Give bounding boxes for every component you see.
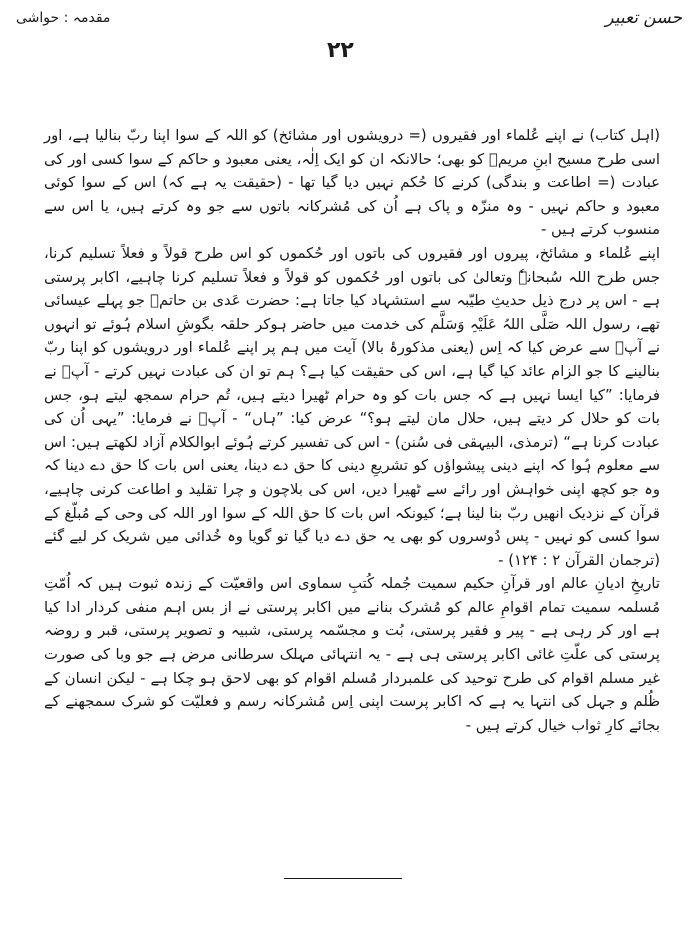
- body-text: [44, 124, 660, 737]
- paragraph-2: اپنے عُلماء و مشائخ، پیروں اور فقیروں کی باتوں اور حُکموں کو اس طرح قولاً و فعلاً تسلیم کرنا، جس طرح اللہ سُبحانہٗ وتعالیٰ کی باتوں اور حُکموں کو قولاً و فعلاً تسلیم کرنا چاہیے، اکابر پرستی ہے - اس پر درج ذیل حدیثِ طیّبہ سے استشہاد کیا جاتا ہے: حضرت عَدی بن حاتمؓ جو پہلے عیسائی تھے، رسول اللہ صَلَّی اللہُ عَلَیْہِ وَسَلَّم کی خدمت میں حاضر ہوکر حلقہ بگوشِ اسلام ہُوئے تو انہوں نے آپؐ سے عرض کیا کہ اِس (یعنی مذکورۂ بالا) آیت میں ہم پر اپنے عُلماء اور درویشوں کو اپنا ربّ بنالینے کا جو الزام عائد کیا گیا ہے، اس کی حقیقت کیا ہے؟ ہم تو ان کی عبادت نہیں کرتے - آپؐ نے فرمایا: ”کیا ایسا نہیں ہے کہ جس بات کو وہ حرام ٹھیرا دیتے ہیں، تُم حرام سمجھ لیتے ہو، جس بات کو حلال کر دیتے ہیں، حلال مان لیتے ہو؟“ عرض کیا: ”ہاں“ - آپؐ نے فرمایا: ”یہی اُن کی عبادت کرنا ہے“ (ترمذی، البیہقی فی سُنن) - اس کی تفسیر کرتے ہُوئے ابوالکلام آزاد لکھتے ہیں: اس سے معلوم ہُوا کہ اپنے دینی پیشواؤں کو تشریعِ دینی کا حق دے دینا، یعنی اس بات کا حق دے دینا کہ وہ جو کچھ اپنی خواہش اور رائے سے ٹھیرا دیں، اس کی بلاچون و چرا تقلید و اطاعت کرنی چاہیے، قرآن کے نزدیک انھیں ربّ بنا لینا ہے؛ کیونکہ اس بات کا حق اللہ کے سوا اور اللہ کی وحی کے مُبلّغ کے سوا کسی کو نہیں - پس دُوسروں کو بھی یہ حق دے دیا گیا تو گویا وہ خُدائی میں شریک کر لیے گئے (ترجمان القرآن ۲ : ۱۲۴) -: [44, 244, 660, 569]
- footer-rule: [284, 878, 402, 879]
- paragraph-3: تاریخِ ادیانِ عالم اور قرآنِ حکیم سمیت جُملہ کُتبِ سماوی اس واقعیّت کے زندہ ثبوت ہیں کہ اُمّتِ مُسلمہ سمیت تمام اقوامِ عالم کو مُشرک بنانے میں اکابر پرستی نے از بس اہم منفی کردار ادا کیا ہے اور کر رہی ہے - پیر و فقیر پرستی، بُت و مجسّمہ پرستی، شبیہ و تصویر پرستی، قبر و روضہ پرستی کی علّتِ غائی اکابر پرستی ہی ہے - یہ انتہائی مہلک سرطانی مرض ہے جو وبا کی صورت غیر مسلم اقوام کی طرح توحید کی علمبردار مُسلم اقوام کو بھی لاحق ہو چکا ہے - لیکن انسان کے ظُلم و جہل کی انتہا یہ ہے کہ اکابر پرست اپنی اِس مُشرکانہ رسم و فعلیّت کو شرک سمجھنے کے بجائے کارِ ثواب خیال کرتے ہیں -: [44, 575, 660, 734]
- page-number: ۲۲: [327, 38, 354, 63]
- book-title: حسن تعبیر: [605, 8, 682, 28]
- section-title: مقدمہ : حواشی: [16, 10, 111, 26]
- page-header: [0, 4, 700, 63]
- paragraph-1: (اہل کتاب) نے اپنے عُلماء اور فقیروں (= درویشوں اور مشائخ) کو اللہ کے سوا اپنا ربّ بنالیا ہے، اور اسی طرح مسیح ابنِ مریمؑ کو بھی؛ حالانکہ ان کو ایک اِلٰہ، یعنی معبود و حاکم کے سوا کسی اور کی عبادت (= اطاعت و بندگی) کرنے کا حُکم نہیں دیا گیا تھا - (حقیقت یہ ہے کہ) اس کے سوا کوئی معبود و حاکم نہیں - وہ منزّہ و پاک ہے اُن کی مُشرکانہ باتوں سے جو وہ کرتے ہیں، یا اس سے منسوب کرتے ہیں -: [44, 127, 660, 239]
